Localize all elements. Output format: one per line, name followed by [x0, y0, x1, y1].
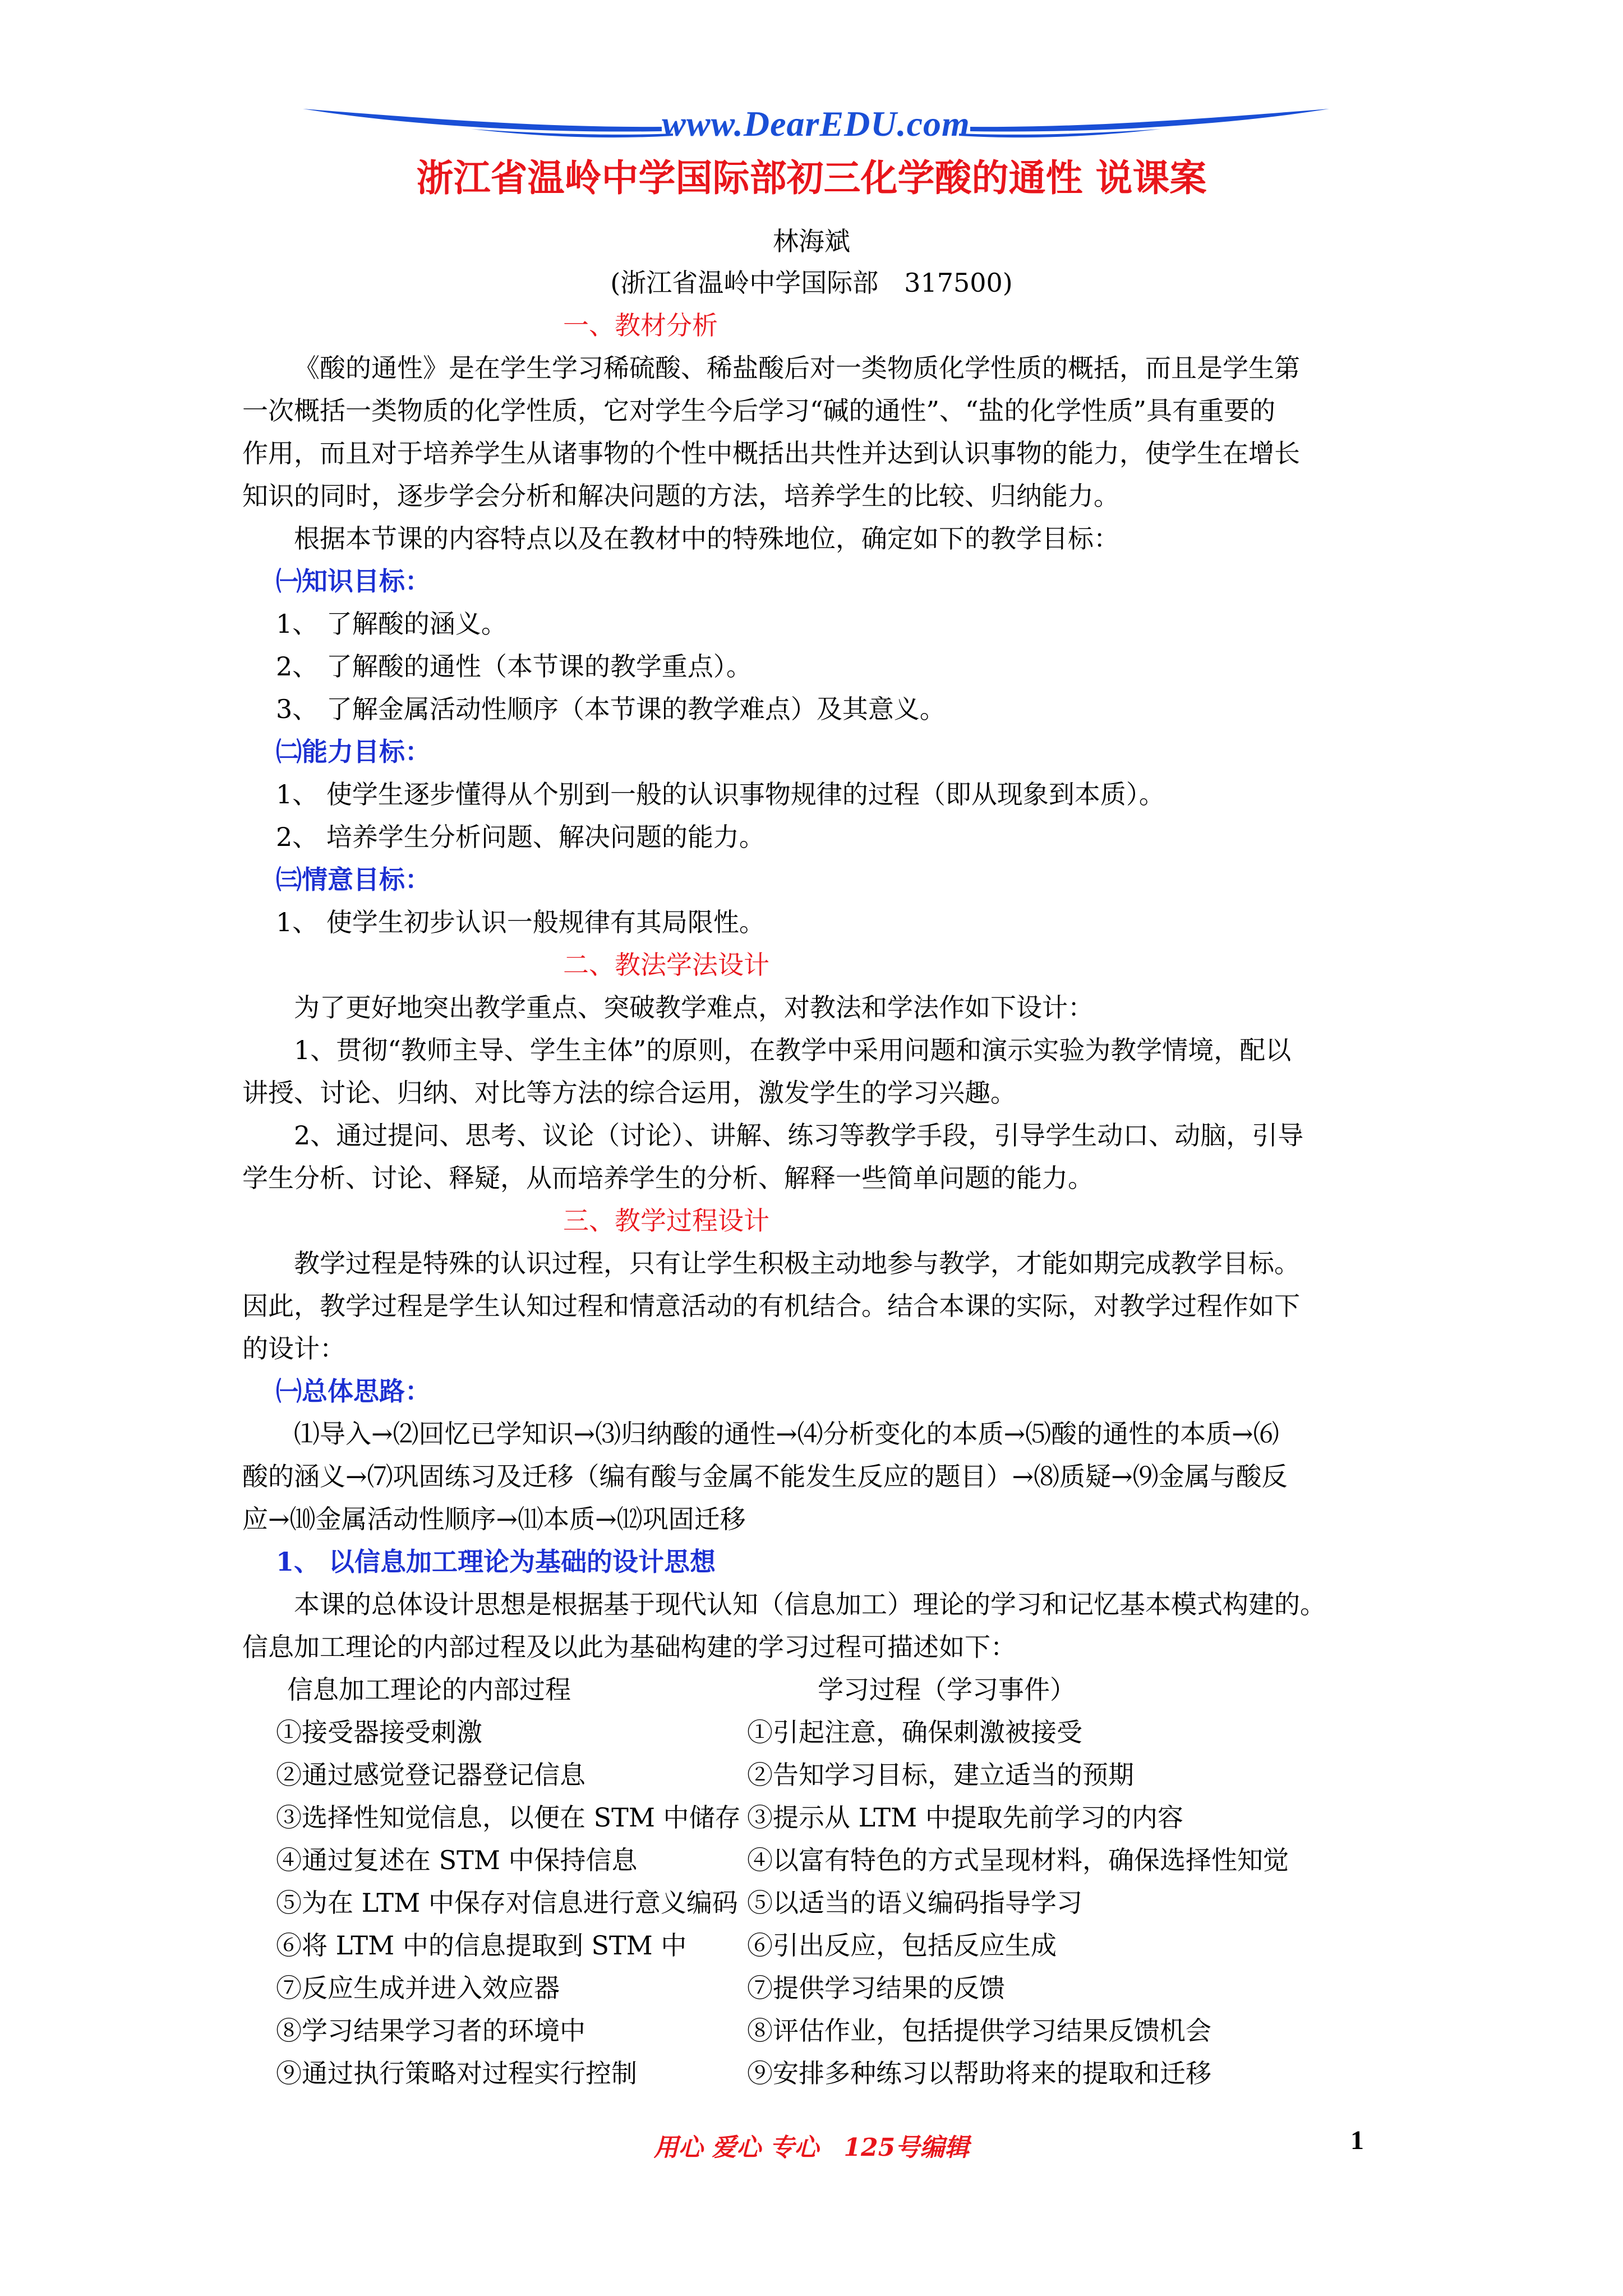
author-affiliation: (浙江省温岭中学国际部 317500)	[610, 268, 1013, 298]
table-row	[242, 1924, 1420, 1967]
overall-approach-heading: ㈠总体思路：	[276, 1376, 431, 1406]
list-item: 3、 了解金属活动性顺序（本节课的教学难点）及其意义。	[276, 694, 946, 724]
table-cell: ①引起注意，确保刺激被接受	[747, 1717, 1082, 1747]
knowledge-goals-heading: ㈠知识目标：	[276, 566, 431, 596]
affective-goals-heading: ㈢情意目标：	[276, 864, 431, 895]
paragraph-line: 因此，教学过程是学生认知过程和情意活动的有机结合。结合本课的实际，对教学过程作如下	[242, 1291, 1300, 1321]
table-row	[242, 1711, 1420, 1754]
table-row	[242, 1967, 1420, 2009]
flow-line: 应→⑽金属活动性顺序→⑾本质→⑿巩固迁移	[242, 1504, 746, 1534]
paragraph-line: 2、通过提问、思考、议论（讨论）、讲解、练习等教学手段，引导学生动口、动脑，引导	[294, 1120, 1304, 1151]
document-title: 浙江省温岭中学国际部初三化学酸的通性 说课案	[416, 156, 1207, 200]
table-cell: ④以富有特色的方式呈现材料，确保选择性知觉	[747, 1845, 1289, 1875]
flow-line: ⑴导入→⑵回忆已学知识→⑶归纳酸的通性→⑷分析变化的本质→⑸酸的通性的本质→⑹	[294, 1419, 1279, 1449]
paragraph-line: 讲授、讨论、归纳、对比等方法的综合运用，激发学生的学习兴趣。	[242, 1078, 1016, 1108]
table-row	[242, 2009, 1420, 2052]
paragraph-line: 根据本节课的内容特点以及在教材中的特殊地位，确定如下的教学目标：	[294, 523, 1119, 554]
table-cell: ②告知学习目标，建立适当的预期	[747, 1760, 1134, 1790]
left-column-header: 信息加工理论的内部过程	[287, 1674, 571, 1705]
table-row	[242, 2052, 1420, 2095]
list-item: 2、 培养学生分析问题、解决问题的能力。	[276, 822, 765, 852]
paragraph-line: 本课的总体设计思想是根据基于现代认知（信息加工）理论的学习和记忆基本模式构建的。	[294, 1589, 1326, 1619]
table-row	[242, 1881, 1420, 1924]
table-cell: ⑧评估作业，包括提供学习结果反馈机会	[747, 2016, 1211, 2046]
design-idea-heading: 1、 以信息加工理论为基础的设计思想	[276, 1547, 716, 1577]
section-heading-1: 一、教材分析	[563, 310, 718, 341]
list-item: 1、 了解酸的涵义。	[276, 609, 507, 639]
list-item: 2、 了解酸的通性（本节课的教学重点）。	[276, 651, 752, 682]
table-cell: ⑤为在 LTM 中保存对信息进行意义编码	[276, 1888, 738, 1918]
paragraph-line: 教学过程是特殊的认识过程，只有让学生积极主动地参与教学，才能如期完成教学目标。	[294, 1248, 1300, 1278]
right-column-header: 学习过程（学习事件）	[818, 1674, 1076, 1705]
paragraph-line: 一次概括一类物质的化学性质，它对学生今后学习“碱的通性”、“盐的化学性质”具有重要的	[242, 395, 1276, 426]
table-cell: ⑦提供学习结果的反馈	[747, 1973, 1005, 2003]
paragraph-line: 1、贯彻“教师主导、学生主体”的原则，在教学中采用问题和演示实验为教学情境，配以	[294, 1035, 1292, 1065]
paragraph-line: 作用，而且对于培养学生从诸事物的个性中概括出共性并达到认识事物的能力，使学生在增长	[242, 438, 1300, 468]
table-cell: ⑥引出反应，包括反应生成	[747, 1930, 1057, 1961]
table-row	[242, 1754, 1420, 1796]
table-cell: ②通过感觉登记器登记信息	[276, 1760, 585, 1790]
table-row	[242, 1839, 1420, 1881]
paragraph-line: 知识的同时，逐步学会分析和解决问题的方法，培养学生的比较、归纳能力。	[242, 481, 1119, 511]
table-cell: ①接受器接受刺激	[276, 1717, 482, 1747]
paragraph-line: 为了更好地突出教学重点、突破教学难点，对教法和学法作如下设计：	[294, 992, 1094, 1023]
table-cell: ⑦反应生成并进入效应器	[276, 1973, 560, 2003]
table-cell: ⑨通过执行策略对过程实行控制	[276, 2058, 637, 2088]
flow-line: 酸的涵义→⑺巩固练习及迁移（编有酸与金属不能发生反应的题目）→⑻质疑→⑼金属与酸反	[242, 1461, 1288, 1492]
section-heading-3: 三、教学过程设计	[563, 1205, 769, 1236]
document-body	[242, 304, 1420, 2095]
table-row	[242, 1796, 1420, 1839]
page-number: 1	[1350, 2125, 1364, 2155]
table-cell: ④通过复述在 STM 中保持信息	[276, 1845, 638, 1875]
table-cell: ⑥将 LTM 中的信息提取到 STM 中	[276, 1930, 687, 1961]
site-url: www.DearEDU.com	[662, 104, 970, 144]
ability-goals-heading: ㈡能力目标：	[276, 737, 431, 767]
list-item: 1、 使学生初步认识一般规律有其局限性。	[276, 907, 765, 937]
section-heading-2: 二、教法学法设计	[563, 950, 769, 980]
table-cell: ⑧学习结果学习者的环境中	[276, 2016, 585, 2046]
table-cell: ③选择性知觉信息，以便在 STM 中储存	[276, 1802, 741, 1833]
footer-slogan: 用心 爱心 专心 125号编辑	[653, 2133, 970, 2162]
paragraph-line: 信息加工理论的内部过程及以此为基础构建的学习过程可描述如下：	[242, 1632, 1016, 1662]
table-cell: ⑤以适当的语义编码指导学习	[747, 1888, 1082, 1918]
table-cell: ⑨安排多种练习以帮助将来的提取和迁移	[747, 2058, 1211, 2088]
author-name: 林海斌	[773, 226, 850, 256]
table-header-row	[242, 1668, 1420, 1711]
list-item: 1、 使学生逐步懂得从个别到一般的认识事物规律的过程（即从现象到本质）。	[276, 779, 1165, 809]
table-cell: ③提示从 LTM 中提取先前学习的内容	[747, 1802, 1183, 1833]
paragraph-line: 《酸的通性》是在学生学习稀硫酸、稀盐酸后对一类物质化学性质的概括，而且是学生第	[294, 353, 1300, 383]
comparison-table	[242, 1668, 1420, 2095]
paragraph-line: 学生分析、讨论、释疑，从而培养学生的分析、解释一些简单问题的能力。	[242, 1163, 1094, 1193]
paragraph-line: 的设计：	[242, 1333, 345, 1364]
